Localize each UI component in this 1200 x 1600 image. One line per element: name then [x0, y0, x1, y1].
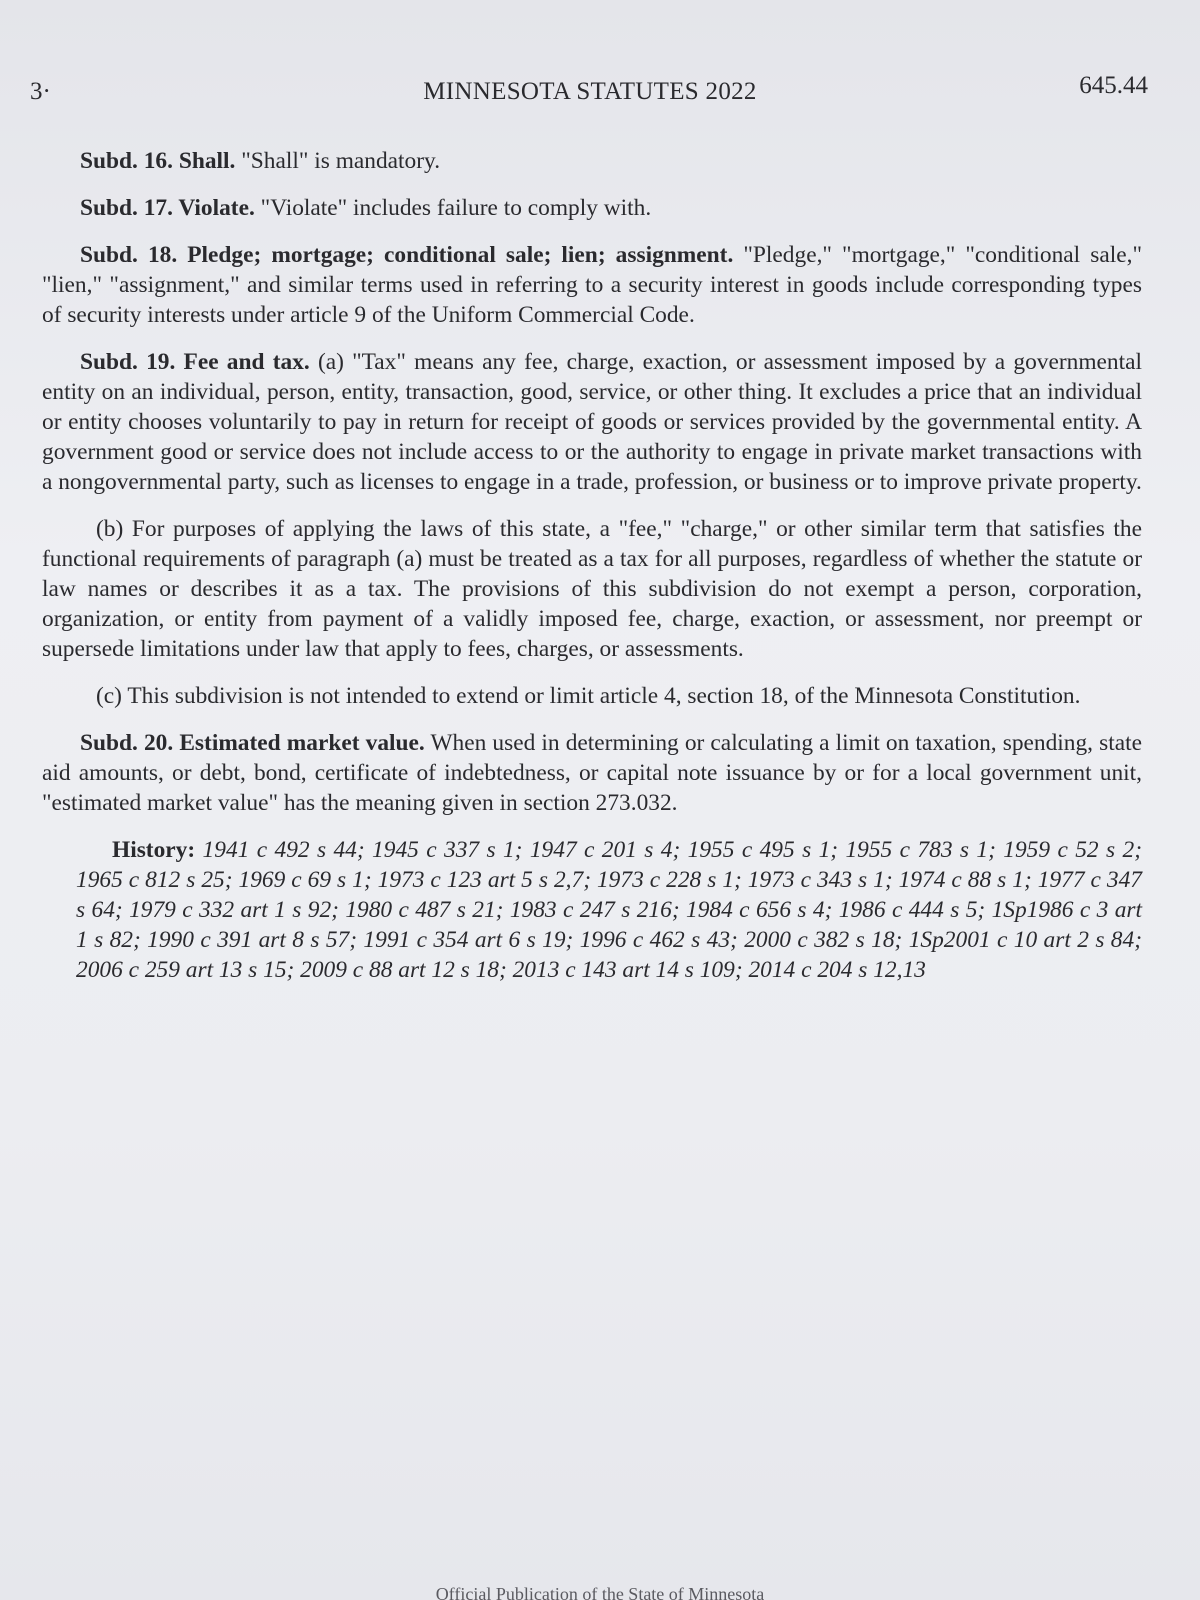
subdivision-text: "Shall" is mandatory.	[235, 148, 441, 174]
subdivision-label: Subd. 18. Pledge; mortgage; conditional sale; lien; assignment.	[80, 242, 734, 268]
page-number: 3·	[30, 78, 51, 105]
subdivision-text: (b) For purposes of applying the laws of this state, a "fee," "charge," or other similar term that satisfies the functional requirements of paragraph (a) must be treated as a tax for all purposes, regardless of whether the statute or law names or describes it as a tax. The provisions of this subdivision do not exempt a person, corporation, organization, or entity from payment of a validly imposed fee, charge, exaction, or assessment, nor preempt or supersede limitations under law that apply to fees, charges, or assessments.	[42, 516, 1142, 662]
history-note	[42, 835, 1142, 985]
statute-body	[42, 146, 1142, 1002]
subdivision-18	[42, 240, 1142, 330]
subdivision-label: Subd. 19. Fee and tax.	[80, 349, 310, 375]
subdivision-text: (a) "Tax" means any fee, charge, exaction, or assessment imposed by a governmental entity on an individual, person, entity, transaction, good, service, or other thing. It excludes a price that an individual or entity chooses voluntarily to pay in return for receipt of goods or services provided by the governmental entity. A government good or service does not include access to or the authority to engage in private market transactions with a nongovernmental party, such as licenses to engage in a trade, profession, or business or to improve private property.	[42, 349, 1142, 495]
history-label: History:	[112, 837, 196, 863]
subdivision-label: Subd. 17. Violate.	[80, 195, 255, 221]
subdivision-text: When used in determining or calculating a limit on taxation, spending, state aid amounts, or debt, bond, certificate of indebtedness, or capital note issuance by or for a local government unit, "estimated market value" has the meaning given in section 273.032.	[42, 730, 1142, 816]
subdivision-text: (c) This subdivision is not intended to extend or limit article 4, section 18, of the Minnesota Constitution.	[96, 683, 1081, 709]
subdivision-19c	[42, 681, 1142, 711]
page-footer: Official Publication of the State of Minnesota	[435, 1584, 765, 1600]
subdivision-text: "Pledge," "mortgage," "conditional sale," "lien," "assignment," and similar terms used in referring to a security interest in goods include corresponding types of security interests under article 9 of the Uniform Commercial Code.	[42, 242, 1142, 328]
section-number: 645.44	[1079, 72, 1148, 99]
running-title: MINNESOTA STATUTES 2022	[423, 78, 757, 105]
page-header	[0, 72, 1200, 112]
subdivision-19a	[42, 347, 1142, 497]
history-text: 1941 c 492 s 44; 1945 c 337 s 1; 1947 c 201 s 4; 1955 c 495 s 1; 1955 c 783 s 1; 1959 c 52 s 2; 1965 c 812 s 25; 1969 c 69 s 1; 1973 c 123 art 5 s 2,7; 1973 c 228 s 1; 1973 c 343 s 1; 1974 c 88 s 1; 1977 c 347 s 64; 1979 c 332 art 1 s 92; 1980 c 487 s 21; 1983 c 247 s 216; 1984 c 656 s 4; 1986 c 444 s 5; 1Sp1986 c 3 art 1 s 82; 1990 c 391 art 8 s 57; 1991 c 354 art 6 s 19; 1996 c 462 s 43; 2000 c 382 s 18; 1Sp2001 c 10 art 2 s 84; 2006 c 259 art 13 s 15; 2009 c 88 art 12 s 18; 2013 c 143 art 14 s 109; 2014 c 204 s 12,13	[76, 837, 1142, 983]
subdivision-20	[42, 728, 1142, 818]
subdivision-text: "Violate" includes failure to comply with.	[254, 195, 652, 221]
subdivision-label: Subd. 20. Estimated market value.	[80, 730, 425, 756]
subdivision-17	[42, 193, 1142, 223]
subdivision-19b	[42, 514, 1142, 664]
subdivision-16	[42, 146, 1142, 176]
subdivision-label: Subd. 16. Shall.	[80, 148, 236, 174]
